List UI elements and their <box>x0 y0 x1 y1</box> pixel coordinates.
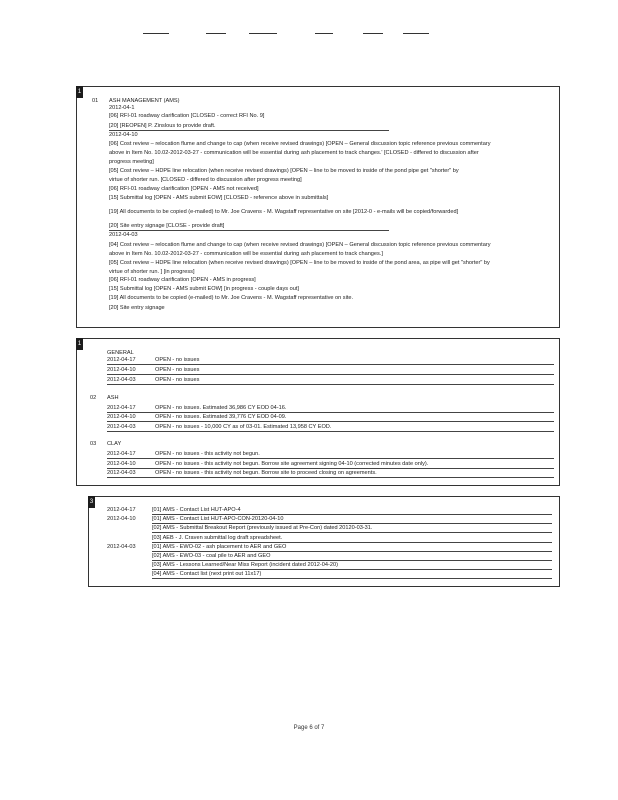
action-item: [15] Submittal log [OPEN - AMS submit EOW] [in progress - couple days out] <box>109 286 299 292</box>
action-item: [20] Site entry signage <box>109 305 165 311</box>
document-date: 2012-04-10 <box>107 516 136 523</box>
action-item: [06] RFI-01 roadway clarification [OPEN - AMS in progress] <box>109 277 256 283</box>
status-text: OPEN - no issues - 10,000 CY as of 03-01. Estimated 13,958 CY EOD. <box>155 424 332 430</box>
date-heading: 2012-04-03 <box>109 232 138 238</box>
underline-rule <box>107 458 554 459</box>
underline-rule <box>107 421 554 422</box>
status-text: OPEN - no issues - this activity not begun. Borrow site agreement signing 04-10 (corrected minutes date only). <box>155 461 429 467</box>
header-rule <box>315 33 333 34</box>
underline-rule <box>152 514 552 515</box>
document-item: [04] AMS - Contact list (next print out 11x17) <box>152 571 262 578</box>
section-number-badge: 1 <box>76 338 83 350</box>
header-rule <box>403 33 429 34</box>
action-item: above in Item No. 10.02-2012-03-27 - communication will be essential during ash placement to track changes.' [CLOSED - differed to discussion after <box>109 150 479 156</box>
header-rule <box>206 33 226 34</box>
underline-rule <box>109 130 389 131</box>
status-date: 2012-04-17 <box>107 357 136 363</box>
header-rule <box>249 33 277 34</box>
document-item: [01] AMS - Contact List HUT-APO-CON-20120-04-10 <box>152 516 284 523</box>
status-text: OPEN - no issues - this activity not begun. <box>155 451 260 457</box>
action-item: [19] All documents to be copied (e-mailed) to Mr. Joe Cravens - M. Wagstaff representative on site [2012-0 - e-mails will be copied/forwarded] <box>109 209 459 215</box>
section-number-badge: 3 <box>88 496 95 508</box>
underline-rule <box>109 230 389 231</box>
document-item: [02] AMS - EWO-03 - coal pile to AER and GEO <box>152 553 271 559</box>
underline-rule <box>107 384 554 385</box>
action-item: virtue of shorter run. [CLOSED - differed to discussion after progress meeting] <box>109 177 302 183</box>
document-item: [01] AMS - Contact List HUT-APO-4 <box>152 507 241 513</box>
document-item: [03] AMS - Lessons Learned/Near Miss Report (incident dated 2012-04-20) <box>152 562 338 569</box>
header-rule <box>143 33 169 34</box>
document-date: 2012-04-03 <box>107 543 136 550</box>
status-date: 2012-04-10 <box>107 414 136 420</box>
action-item: [05] Cost review – HDPE line relocation (when receive revised drawings) [OPEN – line to be moved to inside of the pond area, as pipe will get "shorter" by <box>109 260 490 266</box>
action-item: above in Item No. 10.02-2012-03-27 - communication will be essential during ash placement to track changes.] <box>109 251 383 257</box>
underline-rule <box>152 569 552 570</box>
status-text: OPEN - no issues - this activity not begun. Borrow site to proceed closing on agreements. <box>155 470 377 476</box>
clay-code: 03 <box>90 441 97 447</box>
document-item: [01] AMS - EWO-02 - ash placement to AER and GEO <box>152 543 287 550</box>
underline-rule <box>107 468 554 469</box>
status-text: OPEN - no issues <box>155 377 200 383</box>
underline-rule <box>107 374 554 375</box>
page-footer: Page 6 of 7 <box>293 725 325 731</box>
date-heading: 2012-04-1 <box>109 105 135 111</box>
action-item: [19] All documents to be copied (e-mailed) to Mr. Joe Cravens - M. Wagstaff representative on site. <box>109 295 354 301</box>
action-item: [05] Cost review – HDPE line relocation (when receive revised drawings) [OPEN – line to be moved to inside of the pond pipe get "shorter" by <box>109 168 459 174</box>
section-title: ASH MANAGEMENT (AMS) <box>109 98 180 104</box>
date-heading: 2012-04-10 <box>109 132 138 138</box>
underline-rule <box>107 431 554 432</box>
action-item: [20] Site entry signage [CLOSE - provide draft] <box>109 223 225 229</box>
status-text: OPEN - no issues <box>155 367 200 373</box>
ash-title: ASH <box>107 395 119 401</box>
action-item: [20] [REOPEN] P. Zinslous to provide draft. <box>109 123 216 129</box>
action-item: [04] Cost review – relocation flume and change to cap (when receive revised drawings) [OPEN – General discussion topic reference previous commentary <box>109 242 491 248</box>
section-number-badge: 1 <box>76 86 83 98</box>
clay-title: CLAY <box>107 441 122 447</box>
status-date: 2012-04-17 <box>107 405 136 411</box>
status-date: 2012-04-10 <box>107 461 136 467</box>
status-text: OPEN - no issues. Estimated 39,776 CY EOD 04-09. <box>155 414 287 420</box>
ash-code: 02 <box>90 395 97 401</box>
underline-rule <box>152 532 552 533</box>
underline-rule <box>152 578 552 579</box>
document-item: [02] AMS - Submittal Breakout Report (previously issued at Pre-Con) dated 20120-03-31. <box>152 525 373 532</box>
document-item: [03] AEB - J. Craven submittal log draft spreadsheet. <box>152 534 283 541</box>
underline-rule <box>107 364 554 365</box>
underline-rule <box>107 477 554 478</box>
action-item: virtue of shorter run. ] [in progress] <box>109 269 195 275</box>
underline-rule <box>107 412 554 413</box>
general-title: GENERAL <box>107 350 134 356</box>
status-date: 2012-04-17 <box>107 451 136 457</box>
status-text: OPEN - no issues <box>155 357 200 363</box>
action-item: progress meeting] <box>109 159 154 165</box>
underline-rule <box>152 523 552 524</box>
status-date: 2012-04-10 <box>107 367 136 373</box>
action-item: [15] Submittal log [OPEN - AMS submit EOW] [CLOSED - reference above in submittals] <box>109 195 329 201</box>
underline-rule <box>152 551 552 552</box>
header-rule <box>363 33 383 34</box>
underline-rule <box>152 560 552 561</box>
action-item: [06] RFI-01 roadway clarification [CLOSED - correct RFI No. 9] <box>109 113 265 119</box>
status-date: 2012-04-03 <box>107 470 136 476</box>
action-item: [06] Cost review – relocation flume and change to cap (when receive revised drawings) [OPEN – General discussion topic reference previous commentary <box>109 141 491 147</box>
document-date: 2012-04-17 <box>107 507 136 513</box>
action-item: [06] RFI-01 roadway clarification [OPEN - AMS not received] <box>109 186 259 192</box>
underline-rule <box>152 542 552 543</box>
status-text: OPEN - no issues. Estimated 36,986 CY EOD 04-16. <box>155 405 287 411</box>
item-code: 01 <box>92 98 99 104</box>
status-date: 2012-04-03 <box>107 377 136 383</box>
status-date: 2012-04-03 <box>107 424 136 430</box>
